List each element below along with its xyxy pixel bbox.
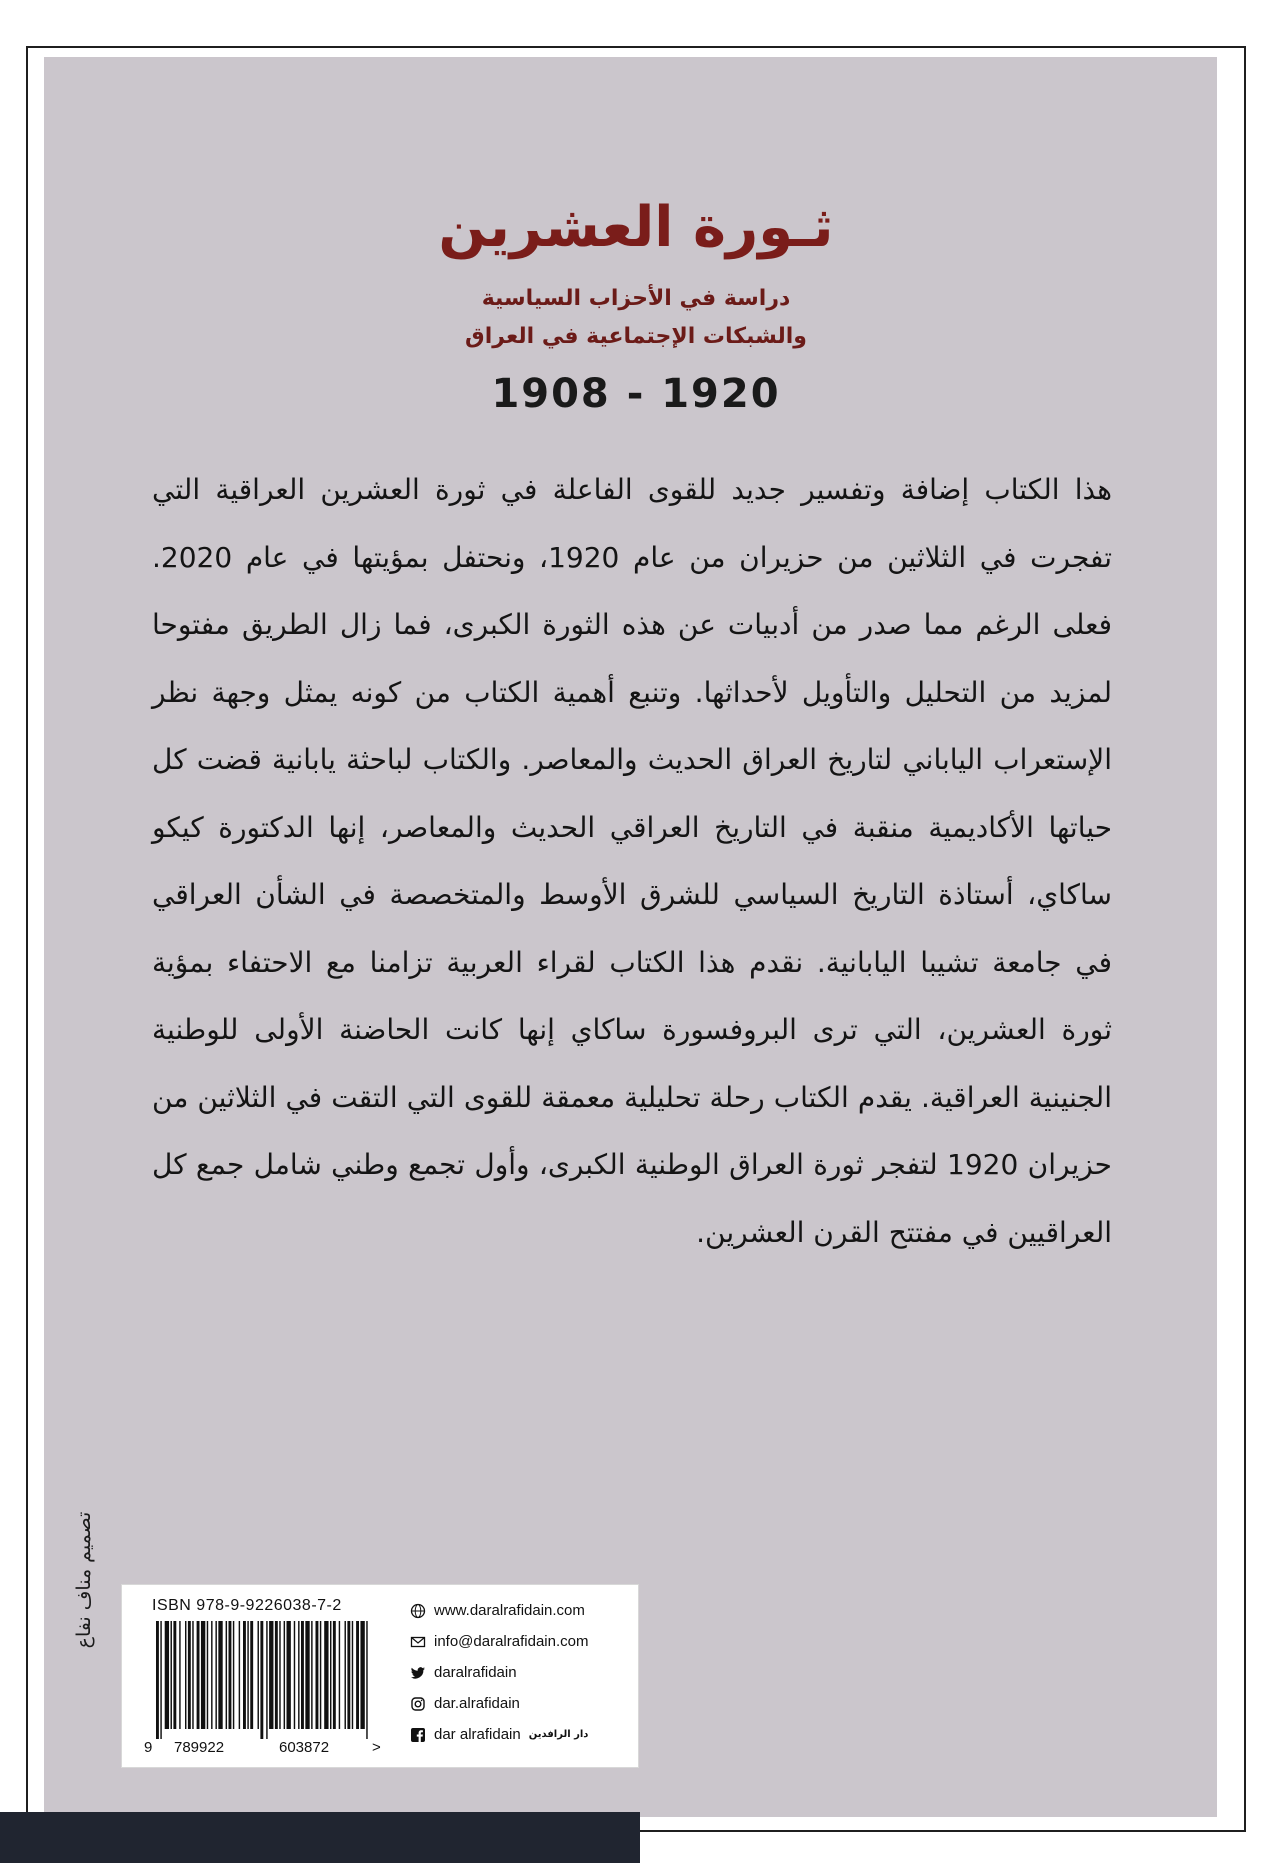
barcode-bar — [197, 1621, 200, 1729]
barcode-bar — [269, 1621, 273, 1729]
barcode-bar — [266, 1621, 267, 1739]
barcode-bar — [201, 1621, 205, 1729]
twitter-icon — [410, 1665, 426, 1681]
barcode-bar — [279, 1621, 280, 1729]
book-title: ثـورة العشرين — [438, 195, 834, 260]
globe-icon — [410, 1603, 426, 1619]
barcode-bar — [218, 1621, 222, 1729]
barcode-bar — [347, 1621, 350, 1729]
barcode-bar — [287, 1621, 291, 1729]
website-link[interactable]: www.daralrafidain.com — [434, 1602, 585, 1619]
envelope-icon — [410, 1634, 426, 1650]
barcode-bar — [260, 1621, 263, 1739]
contact-instagram[interactable] — [410, 1688, 636, 1719]
barcode-bar — [275, 1621, 278, 1729]
barcode-bar — [324, 1621, 328, 1729]
barcode-bar — [330, 1621, 331, 1729]
barcode-bar — [301, 1621, 304, 1729]
contact-facebook[interactable] — [410, 1719, 636, 1750]
publisher-name-arabic: دار الرافدين — [528, 1729, 589, 1740]
book-subtitle — [300, 280, 972, 356]
barcode-bar — [366, 1621, 367, 1739]
book-description: هذا الكتاب إضافة وتفسير جديد للقوى الفاعلة في ثورة العشرين العراقية التي تفجرت في الثلاثين من حزيران من عام 1920، ونحتفل بمؤيتها في عام 2020. فعلى الرغم مما صدر من أدبيات عن هذه الثورة الكبرى، فما زال الطريق مفتوحا لمزيد من التحليل والتأويل لأحداثها. وتنبع أهمية الكتاب من كونه يمثل وجهة نظر الإستعراب الياباني لتاريخ العراق الحديث والمعاصر. والكتاب لباحثة يابانية قضت كل حياتها الأكاديمية منقبة في التاريخ العراقي الحديث والمعاصر، إنها الدكتورة كيكو ساكاي، أستاذة التاريخ السياسي للشرق الأوسط والمتخصصة في الشأن العراقي في جامعة تشيبا اليابانية. نقدم هذا الكتاب لقراء العربية تزامنا مع الاحتفاء بمؤية ثورة العشرين، التي ترى البروفسورة ساكاي إنها كانت الحاضنة الأولى للوطنية الجنينية العراقية. يقدم الكتاب رحلة تحليلية معمقة للقوى التي التقت في الثلاثين من حزيران 1920 لتفجر ثورة العراق الوطنية الكبرى، وأول تجمع وطني شامل جمع كل العراقيين في مفتتح القرن العشرين. — [152, 473, 1112, 1249]
barcode-bar — [179, 1621, 180, 1729]
barcode-bar — [360, 1621, 364, 1729]
facebook-icon — [410, 1727, 426, 1743]
barcode-bar — [311, 1621, 312, 1729]
email-link[interactable]: info@daralrafidain.com — [434, 1633, 589, 1650]
barcode-bar — [258, 1621, 259, 1729]
barcode-digit-end: > — [372, 1739, 381, 1756]
barcode-bar — [294, 1621, 295, 1729]
barcode-bar — [247, 1621, 248, 1729]
barcode-bar — [226, 1621, 227, 1729]
twitter-handle[interactable]: daralrafidain — [434, 1664, 517, 1681]
publisher-contacts — [410, 1595, 636, 1750]
facebook-page[interactable]: dar alrafidain — [434, 1726, 521, 1743]
barcode-bar — [165, 1621, 169, 1729]
year-range: 1908 - 1920 — [491, 371, 781, 417]
barcode-bar — [305, 1621, 309, 1729]
barcode-digits-right: 603872 — [279, 1739, 330, 1756]
contact-email[interactable] — [410, 1626, 636, 1657]
barcode-bar — [156, 1621, 159, 1739]
barcode-bar — [192, 1621, 193, 1729]
isbn-number: ISBN 978-9-9226038-7-2 — [152, 1597, 342, 1614]
barcode-bar — [188, 1621, 191, 1729]
barcode-bar — [250, 1621, 253, 1729]
barcode-bar — [229, 1621, 232, 1729]
barcode-bar — [215, 1621, 216, 1729]
barcode-bar — [207, 1621, 208, 1729]
barcode-bar — [233, 1621, 234, 1729]
barcode-bar — [345, 1621, 346, 1729]
barcode-bar — [239, 1621, 240, 1729]
barcode-bar — [243, 1621, 246, 1729]
spine-edge-bar — [0, 1812, 640, 1863]
barcode-bar — [298, 1621, 299, 1729]
subtitle-line-1: دراسة في الأحزاب السياسية — [481, 286, 791, 311]
subtitle-line-2: والشبكات الإجتماعية في العراق — [465, 324, 807, 349]
contact-twitter[interactable] — [410, 1657, 636, 1688]
designer-credit: تصميم مناف نفاع — [73, 1511, 95, 1649]
instagram-icon — [410, 1696, 426, 1712]
barcode-bar — [333, 1621, 336, 1729]
isbn-box — [121, 1584, 639, 1768]
barcode-bar — [160, 1621, 161, 1739]
contact-website[interactable] — [410, 1595, 636, 1626]
barcode-digits-left: 789922 — [174, 1739, 225, 1756]
barcode-bar — [284, 1621, 285, 1729]
barcode-bar — [352, 1621, 353, 1729]
barcode-bar — [211, 1621, 212, 1729]
barcode-bar — [185, 1621, 186, 1729]
barcode-bar — [320, 1621, 321, 1729]
barcode-bar — [339, 1621, 340, 1729]
barcode-bar — [171, 1621, 172, 1729]
instagram-handle[interactable]: dar.alrafidain — [434, 1695, 520, 1712]
barcode — [156, 1621, 370, 1739]
barcode-bar — [173, 1621, 176, 1729]
barcode-digit-first: 9 — [144, 1739, 153, 1756]
barcode-bar — [356, 1621, 359, 1729]
barcode-bar — [316, 1621, 319, 1729]
